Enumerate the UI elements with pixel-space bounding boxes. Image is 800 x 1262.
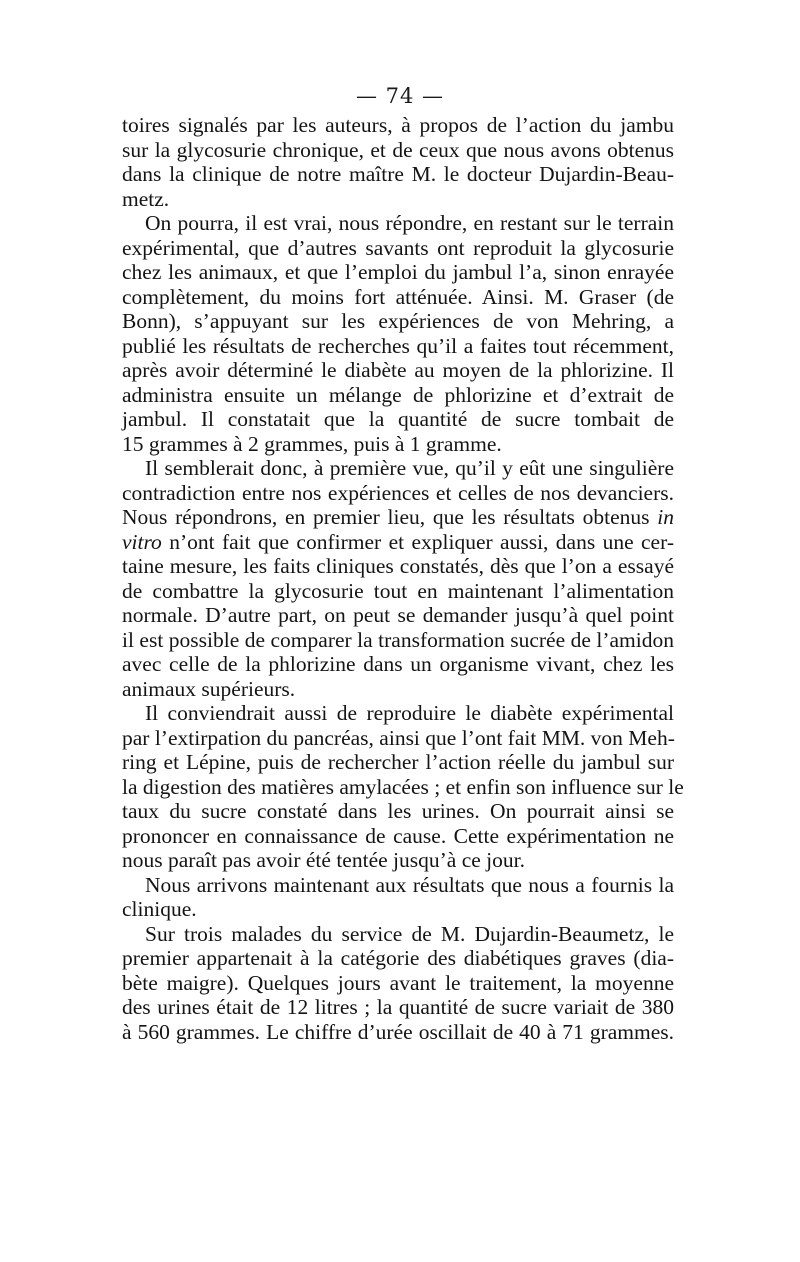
text-line (122, 162, 674, 187)
line-text: complètement, du moins fort atténuée. Ainsi. M. Graser (de (122, 284, 674, 309)
text-line (122, 995, 674, 1020)
text-line (122, 774, 684, 800)
text-line (122, 897, 674, 922)
line-text: normale. D’autre part, on peut se demander jusqu’à quel point (122, 603, 674, 627)
text-line (122, 652, 674, 677)
line-text: taine mesure, les faits cliniques constatés, dès que l’on a essayé (122, 554, 674, 578)
text-line (122, 187, 674, 212)
line-text: premier appartenait à la catégorie des diabétiques graves (dia- (122, 946, 674, 970)
text-line (122, 726, 674, 751)
line-text: clinique. (122, 897, 197, 921)
line-text: prononcer en connaissance de cause. Cette expérimentation ne (122, 823, 674, 848)
line-text: nous paraît pas avoir été tentée jusqu’à ce jour. (122, 848, 525, 872)
line-text: des urines était de 12 litres ; la quantité de sucre variait de 380 (122, 995, 674, 1019)
line-text: n’ont fait que confirmer et expliquer aussi, dans une cer- (161, 529, 674, 554)
text-line (122, 334, 674, 359)
line-text: de combattre la glycosurie tout en maintenant l’alimentation (122, 578, 674, 603)
line-text: par l’extirpation du pancréas, ainsi que l’ont fait MM. von Meh- (122, 725, 675, 750)
text-line (122, 922, 674, 947)
text-line (122, 799, 674, 824)
text-line (122, 260, 674, 285)
text-line (122, 628, 674, 653)
text-line (122, 971, 674, 996)
line-text: Sur trois malades du service de M. Dujardin-Beaumetz, le (145, 921, 674, 946)
line-text: Nous arrivons maintenant aux résultats que nous a fournis la (145, 872, 674, 897)
text-line (122, 701, 674, 726)
italic-term: vitro (122, 529, 162, 554)
text-line (122, 579, 674, 604)
text-line (122, 824, 674, 849)
text-line (122, 530, 674, 555)
page-number: — 74 — (355, 84, 445, 108)
line-text: Il conviendrait aussi de reproduire le diabète expérimental (145, 701, 674, 725)
text-line (122, 848, 674, 873)
italic-term: in (657, 505, 675, 529)
line-text: Bonn), s’appuyant sur les expériences de von Mehring, a (122, 309, 674, 333)
line-text: animaux supérieurs. (122, 676, 296, 701)
text-line (122, 236, 674, 261)
line-text: taux du sucre constaté dans les urines. On pourrait ainsi se (122, 799, 674, 823)
line-text: contradiction entre nos expériences et celles de nos devanciers. (122, 480, 674, 505)
text-line (122, 677, 674, 702)
text-line (122, 309, 674, 334)
text-line (122, 946, 674, 971)
line-text: à 560 grammes. Le chiffre d’urée oscillait de 40 à 71 grammes. (122, 1019, 674, 1044)
line-text: On pourra, il est vrai, nous répondre, en restant sur le terrain (145, 211, 674, 235)
text-line (122, 432, 674, 457)
text-line (122, 554, 674, 579)
text-line (122, 358, 674, 383)
text-line (122, 1020, 674, 1045)
text-line (122, 873, 674, 898)
line-text: sur la glycosurie chronique, et de ceux que nous avons obtenus (122, 137, 674, 162)
line-text: la digestion des matières amylacées ; et enfin son influence sur le (122, 774, 684, 799)
text-line (122, 456, 674, 481)
line-text: dans la clinique de notre maître M. le docteur Dujardin-Beau- (122, 162, 674, 186)
line-text: jambul. Il constatait que la quantité de sucre tombait de (122, 407, 674, 431)
line-text: bète maigre). Quelques jours avant le traitement, la moyenne (122, 970, 674, 995)
line-text: expérimental, que d’autres savants ont reproduit la glycosurie (122, 235, 674, 260)
text-line (122, 113, 674, 138)
line-text: metz. (122, 186, 170, 211)
line-text: après avoir déterminé le diabète au moyen de la phlorizine. Il (122, 358, 674, 382)
text-line (122, 481, 674, 506)
line-text: Il semblerait donc, à première vue, qu’il y eût une singulière (145, 456, 674, 480)
line-text: chez les animaux, et que l’emploi du jambul l’a, sinon enrayée (122, 260, 674, 284)
line-text: 15 grammes à 2 grammes, puis à 1 gramme. (122, 431, 502, 456)
text-line (122, 285, 674, 310)
text-line (122, 383, 674, 408)
line-text: avec celle de la phlorizine dans un organisme vivant, chez les (122, 652, 674, 676)
line-text: ring et Lépine, puis de rechercher l’action réelle du jambul sur (122, 750, 674, 774)
line-text: il est possible de comparer la transformation sucrée de l’amidon (122, 627, 674, 652)
text-line (122, 211, 674, 236)
line-text: Nous répondrons, en premier lieu, que les résultats obtenus (122, 505, 650, 529)
text-line (122, 750, 674, 775)
line-text: toires signalés par les auteurs, à propos de l’action du jambu (122, 113, 674, 137)
body-text (122, 113, 684, 1044)
text-line (122, 138, 674, 163)
text-line (122, 505, 674, 530)
text-line (122, 603, 674, 628)
text-line (122, 407, 674, 432)
line-text: administra ensuite un mélange de phlorizine et d’extrait de (122, 382, 674, 407)
line-text: publié les résultats de recherches qu’il a faites tout récemment, (122, 333, 674, 358)
